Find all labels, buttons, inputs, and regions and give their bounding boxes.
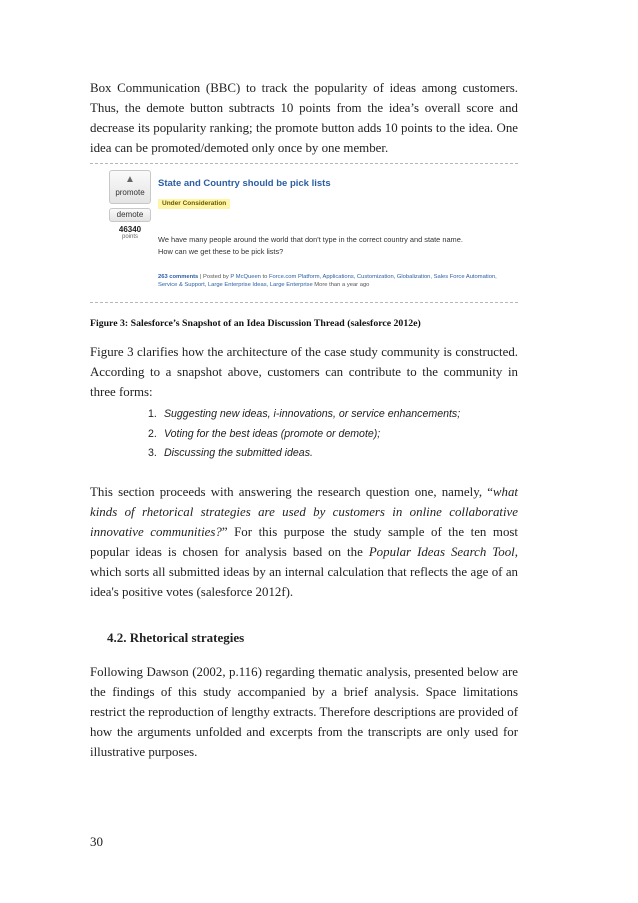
thematic-analysis-paragraph: Following Dawson (2002, p.116) regarding thematic analysis, presented below are the findings of this study accompanied by a brief analysis. Space limitations restrict the reproduction of lengthy extracts. Therefore descriptions are provided of how the arguments unfolded and excerpts from the transcripts are only used for illustrative purposes. [90, 665, 518, 759]
idea-title-link[interactable]: State and Country should be pick lists [158, 178, 331, 189]
idea-description [158, 234, 508, 258]
section-heading: 4.2. Rhetorical strategies [107, 630, 245, 645]
vote-column [104, 170, 156, 241]
comments-link[interactable]: 263 comments [158, 274, 199, 280]
idea-score: 46340 [118, 225, 142, 234]
research-question-paragraph: This section proceeds with answering the research question one, namely, “what kinds of rhetorical strategies are used by customers in online collaborative innovative communities?” For this purpose the study sample of the ten most popular ideas is chosen for analysis based on the Popular Ideas Search Tool, which sorts all submitted ideas by an internal calculation that reflects the age of an idea's positive votes (salesforce 2012f). [90, 485, 518, 599]
contribution-forms-list [148, 405, 460, 464]
meta-to-text: to [260, 274, 269, 280]
figure-bottom-divider [90, 302, 518, 303]
list-item: 1. Suggesting new ideas, i-innovations, or service enhancements; [148, 408, 461, 420]
meta-posted-text: | Posted by [198, 274, 231, 280]
author-link[interactable]: P McQueen [230, 274, 261, 280]
idea-discussion-figure [90, 163, 518, 303]
idea-meta [158, 273, 513, 289]
research-question-text: what kinds of rhetorical strategies are used by customers in online collaborative innovative communities? [90, 485, 518, 539]
intro-paragraph: Box Communication (BBC) to track the popularity of ideas among customers. Thus, the demote button subtracts 10 points from the idea’s overall score and decrease its popularity ranking; the promote button adds 10 points to the idea. One idea can be promoted/demoted only once by one member. [90, 81, 518, 155]
list-item: 3. Discussing the submitted ideas. [148, 447, 313, 459]
page-number: 30 [90, 834, 103, 849]
figure-discussion-paragraph: Figure 3 clarifies how the architecture of the case study community is constructed. According to a snapshot above, customers can contribute to the community in three forms: [90, 345, 518, 399]
list-item: 2. Voting for the best ideas (promote or demote); [148, 427, 381, 440]
promote-button[interactable] [109, 170, 151, 204]
figure-caption: Figure 3: Salesforce’s Snapshot of an Idea Discussion Thread (salesforce 2012e) [90, 318, 421, 329]
idea-body-line-1: We have many people around the world that don't type in the correct country and state name. [158, 235, 463, 244]
thumbs-up-icon: ▲ [125, 174, 135, 185]
categories-links[interactable]: Force.com Platform, Applications, Customization, Globalization, Sales Force Automation, Service & Support, Large Enterprise Ideas, Large Enterprise [158, 274, 497, 288]
figure-top-divider [90, 163, 518, 164]
demote-button[interactable]: demote [109, 208, 151, 222]
search-tool-name: Popular Ideas Search Tool [368, 545, 515, 559]
status-badge: Under Consideration [158, 199, 230, 209]
promote-label: promote [115, 188, 145, 197]
posted-time: More than a year ago [312, 282, 370, 288]
idea-body-line-2: How can we get these to be pick lists? [158, 247, 284, 256]
points-label: points [121, 234, 138, 240]
